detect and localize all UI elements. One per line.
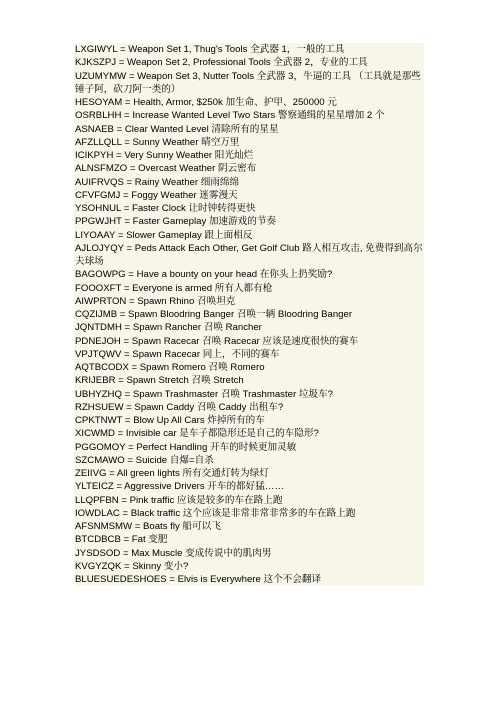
cheat-line: KVGYZQK = Skinny 变小? (74, 560, 424, 573)
cheat-line: PGGOMOY = Perfect Handling 开车的时候更加灵敏 (74, 441, 424, 454)
cheat-line: AUIFRVQS = Rainy Weather 细雨绵绵 (74, 176, 424, 189)
cheat-line: IOWDLAC = Black traffic 这个应该是非常非常非常多的车在路上跑 (74, 507, 424, 520)
cheat-line: JYSDSOD = Max Muscle 变成传说中的肌肉男 (74, 547, 424, 560)
cheat-line: KJKSZPJ = Weapon Set 2, Professional Tools 全武器 2，专业的工具 (74, 56, 424, 69)
cheat-line: BLUESUEDESHOES = Elvis is Everywhere 这个不会翻译 (74, 573, 424, 586)
cheat-line: VPJTQWV = Spawn Racecar 同上，不同的赛车 (74, 348, 424, 361)
cheat-line: AQTBCODX = Spawn Romero 召唤 Romero (74, 361, 424, 374)
cheat-line: LXGIWYL = Weapon Set 1, Thug's Tools 全武器 1，一般的工具 (74, 43, 424, 56)
cheat-line: UZUMYMW = Weapon Set 3, Nutter Tools 全武器 3，牛逼的工具 （工具就是那些锤子阿，砍刀阿一类的） (74, 70, 424, 97)
cheat-line: HESOYAM = Health, Armor, $250k 加生命、护甲、250000 元 (74, 96, 424, 109)
cheat-line: AIWPRTON = Spawn Rhino 召唤坦克 (74, 295, 424, 308)
cheat-line: AJLOJYQY = Peds Attack Each Other, Get Golf Club 路人相互攻击, 免费得到高尔夫球场 (75, 242, 423, 267)
cheat-line: ASNAEB = Clear Wanted Level 清除所有的星星 (74, 123, 424, 136)
cheat-line: XICWMD = Invisible car 是车子都隐形还是自己的车隐形? (74, 427, 424, 440)
cheat-line: CQZIJMB = Spawn Bloodring Banger 召唤一辆 Bloodring Banger (74, 308, 424, 321)
cheat-line: UBHYZHQ = Spawn Trashmaster 召唤 Trashmaster 垃圾车? (74, 388, 424, 401)
cheat-line: ICIKPYH = Very Sunny Weather 阳光灿烂 (74, 149, 424, 162)
cheat-line: FOOOXFT = Everyone is armed 所有人都有枪 (74, 282, 424, 295)
cheat-line: JQNTDMH = Spawn Rancher 召唤 Rancher (74, 321, 424, 334)
cheat-line: LLQPFBN = Pink traffic 应该是较多的车在路上跑 (74, 494, 424, 507)
cheat-line: LIYOAAY = Slower Gameplay 跟上面相反 (74, 229, 424, 242)
cheat-code-list (74, 43, 424, 586)
cheat-line: AFSNMSMW = Boats fly 船可以飞 (74, 520, 424, 533)
cheat-line: YLTEICZ = Aggressive Drivers 开车的都好猛…… (74, 480, 424, 493)
cheat-line: RZHSUEW = Spawn Caddy 召唤 Caddy 出租车? (74, 401, 424, 414)
cheat-line: ALNSFMZO = Overcast Weather 阴云密布 (74, 162, 424, 175)
cheat-line: OSRBLHH = Increase Wanted Level Two Stars 警察通缉的星星增加 2 个 (74, 109, 424, 122)
cheat-line: PDNEJOH = Spawn Racecar 召唤 Racecar 应该是速度很快的赛车 (74, 335, 424, 348)
cheat-line: PPGWJHT = Faster Gameplay 加速游戏的节奏 (74, 215, 424, 228)
cheat-line: YSOHNUL = Faster Clock 让时钟转得更快 (74, 202, 424, 215)
cheat-line: KRIJEBR = Spawn Stretch 召唤 Stretch (74, 374, 424, 387)
cheat-line: BTCDBCB = Fat 变肥 (74, 533, 424, 546)
cheat-line: SZCMAWO = Suicide 自爆=自杀 (74, 454, 424, 467)
cheat-line: CPKTNWT = Blow Up All Cars 炸掉所有的车 (74, 414, 424, 427)
cheat-line: ZEIIVG = All green lights 所有交通灯转为绿灯 (74, 467, 424, 480)
cheat-line: BAGOWPG = Have a bounty on your head 在你头上扔奖励? (74, 268, 424, 281)
cheat-line: AFZLLQLL = Sunny Weather 晴空万里 (74, 136, 424, 149)
cheat-line: CFVFGMJ = Foggy Weather 迷雾漫天 (74, 189, 424, 202)
